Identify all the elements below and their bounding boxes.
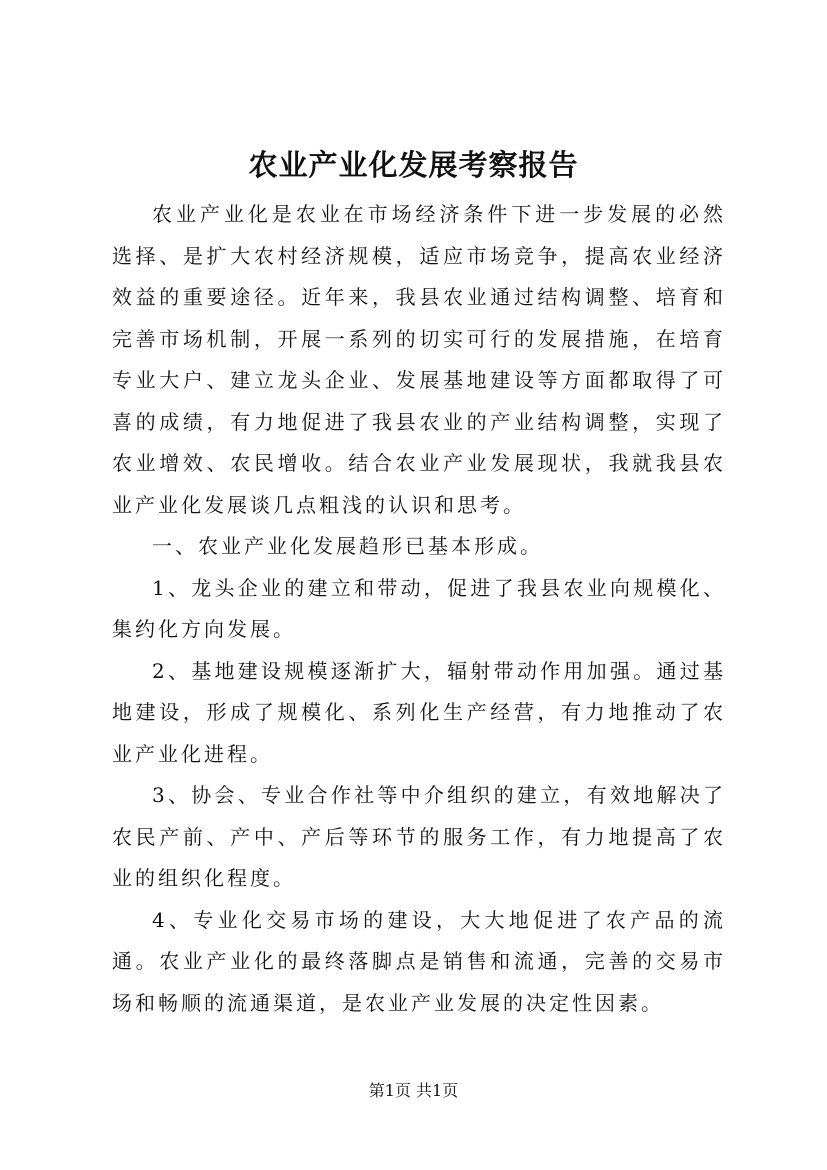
paragraph-point-1: 1、龙头企业的建立和带动，促进了我县农业向规模化、集约化方向发展。 bbox=[112, 575, 726, 641]
page-footer: 第1页 共1页 bbox=[368, 1081, 459, 1100]
document-title: 农业产业化发展考察报告 bbox=[248, 148, 579, 182]
paragraph-section-heading: 一、农业产业化发展趋形已基本形成。 bbox=[152, 534, 543, 558]
paragraph-point-3: 3、协会、专业合作社等中介组织的建立，有效地解决了农民产前、产中、产后等环节的服务工作，有力地提高了农业的组织化程度。 bbox=[112, 783, 726, 890]
paragraph-point-2: 2、基地建设规模逐渐扩大，辐射带动作用加强。通过基地建设，形成了规模化、系列化生产经营，有力地推动了农业产业化进程。 bbox=[112, 658, 726, 766]
document-body bbox=[112, 194, 726, 1024]
paragraph-intro: 农业产业化是农业在市场经济条件下进一步发展的必然选择、是扩大农村经济规模，适应市场竞争，提高农业经济效益的重要途径。近年来，我县农业通过结构调整、培育和完善市场机制，开展一系列的切实可行的发展措施，在培育专业大户、建立龙头企业、发展基地建设等方面都取得了可喜的成绩，有力地促进了我县农业的产业结构调整，实现了农业增效、农民增收。结合农业产业发展现状，我就我县农业产业化发展谈几点粗浅的认识和思考。 bbox=[112, 202, 726, 517]
paragraph-point-4: 4、专业化交易市场的建设，大大地促进了农产品的流通。农业产业化的最终落脚点是销售和流通，完善的交易市场和畅顺的流通渠道，是农业产业发展的决定性因素。 bbox=[112, 907, 726, 1015]
